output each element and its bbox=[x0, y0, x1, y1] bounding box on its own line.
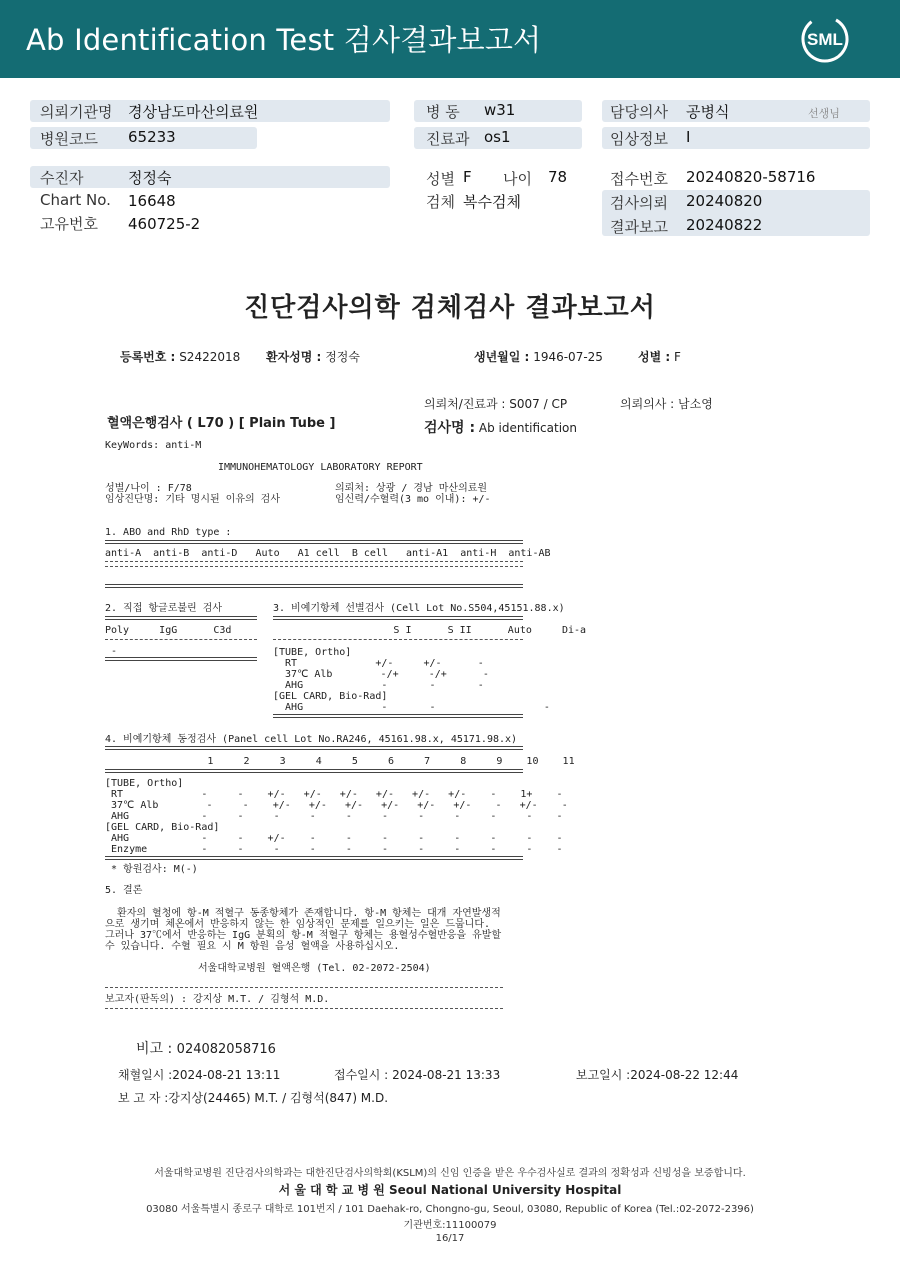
doc-sex-label: 성별 : bbox=[638, 350, 671, 364]
sex-label: 성별 bbox=[426, 170, 455, 188]
dat-rule bbox=[105, 616, 257, 620]
screen-title: 3. 비예기항체 선별검사 (Cell Lot No.S504,45151.88.x) bbox=[273, 603, 565, 614]
report-time-label: 보고일시 : bbox=[576, 1068, 631, 1082]
ward-value: w31 bbox=[484, 101, 516, 119]
conclusion-line: 그러나 37℃에서 반응하는 IgG 분획의 항-M 적혈구 항체는 용혈성수혈반응을 유발할 bbox=[105, 930, 502, 941]
chart-value: 16648 bbox=[128, 192, 176, 210]
dob-field bbox=[474, 348, 603, 365]
conclusion-line: 수 있습니다. 수혈 필요 시 M 항원 음성 혈액을 사용하십시오. bbox=[105, 941, 400, 952]
screen-header: S I S II Auto Di-a bbox=[273, 625, 587, 636]
section-title: 혈액은행검사 ( L70 ) [ Plain Tube ] bbox=[107, 416, 336, 431]
abo-title: 1. ABO and RhD type : bbox=[105, 527, 232, 538]
specimen-value: 복수검체 bbox=[463, 193, 521, 211]
collect-value: 2024-08-21 13:11 bbox=[172, 1068, 281, 1082]
chart-label: Chart No. bbox=[40, 191, 111, 209]
sml-logo-icon bbox=[800, 14, 850, 64]
panel-row: RT - - +/- +/- +/- +/- +/- +/- - 1+ - bbox=[105, 789, 563, 800]
abo-rule bbox=[105, 540, 523, 544]
screen-row: 37℃ Alb -/+ -/+ - bbox=[273, 669, 489, 680]
reporter2-value: 강지상(24465) M.T. / 김형석(847) M.D. bbox=[168, 1091, 389, 1105]
screen-rule bbox=[273, 616, 523, 620]
report-time-field bbox=[576, 1066, 738, 1083]
panel-row: AHG - - +/- - - - - - - - - bbox=[105, 833, 563, 844]
lab-report-title: IMMUNOHEMATOLOGY LABORATORY REPORT bbox=[218, 462, 423, 473]
abo-rule-4 bbox=[105, 584, 523, 588]
doctor-line: 의뢰의사 : 남소영 bbox=[620, 397, 713, 411]
panel-row: [GEL CARD, Bio-Rad] bbox=[105, 822, 220, 833]
antigen-line: * 항원검사: M(-) bbox=[105, 864, 198, 875]
sexage-line: 성별/나이 : F/78 bbox=[105, 483, 192, 494]
patient-value: 정정숙 bbox=[128, 169, 172, 187]
panel-row: Enzyme - - - - - - - - - - - bbox=[105, 844, 563, 855]
test-value: Ab identification bbox=[478, 421, 577, 435]
uid-value: 460725-2 bbox=[128, 215, 201, 233]
panel-row: 37℃ Alb - - +/- +/- +/- +/- +/- +/- - +/- - bbox=[105, 800, 568, 811]
reg-label: 등록번호 : bbox=[120, 350, 176, 364]
report-label: 결과보고 bbox=[610, 218, 668, 236]
abo-rule-3 bbox=[105, 566, 523, 567]
collect-label: 채혈일시 : bbox=[118, 1068, 173, 1082]
screen-row: AHG - - - bbox=[273, 680, 484, 691]
panel-title: 4. 비예기항체 동정검사 (Panel cell Lot No.RA246, 45161.98.x, 45171.98.x) bbox=[105, 734, 518, 745]
pregnancy-line: 임신력/수혈력(3 mo 이내): +/- bbox=[335, 494, 491, 505]
hospital-address: 03080 서울특별시 종로구 대학로 101번지 / 101 Daehak-ro, Chongno-gu, Seoul, 03080, Republic of Korea (Tel.:02-2072-2396) bbox=[146, 1204, 754, 1215]
receipt-label: 접수번호 bbox=[610, 170, 668, 188]
document-title: 진단검사의학 검체검사 결과보고서 bbox=[244, 293, 656, 323]
dob-value: 1946-07-25 bbox=[533, 350, 603, 364]
doctor-value: 공병식 bbox=[686, 103, 730, 121]
panel-rule-2 bbox=[105, 769, 523, 773]
cert-line: 서울대학교병원 진단검사의학과는 대한진단검사의학회(KSLM)의 신임 인증을 받은 우수검사실로 결과의 정확성과 신빙성을 보증합니다. bbox=[154, 1168, 746, 1179]
reporter-rule-2 bbox=[105, 1008, 503, 1009]
dat-value: - bbox=[105, 646, 118, 657]
code-value: 65233 bbox=[128, 128, 176, 146]
receive-field bbox=[334, 1066, 500, 1083]
doctor-label: 담당의사 bbox=[610, 103, 668, 121]
receive-label: 접수일시 : bbox=[334, 1068, 389, 1082]
abo-header: anti-A anti-B anti-D Auto A1 cell B cell anti-A1 anti-H anti-AB bbox=[105, 548, 551, 559]
screen-rule-2 bbox=[273, 639, 523, 640]
name-value: 정정숙 bbox=[325, 350, 360, 364]
conclusion-line: 환자의 혈청에 항-M 적혈구 동종항체가 존재합니다. 항-M 항체는 대개 자연발생적 bbox=[105, 908, 501, 919]
panel-header: 1 2 3 4 5 6 7 8 9 10 11 bbox=[105, 756, 575, 767]
dept-line: 의뢰처/진료과 : S007 / CP bbox=[424, 397, 568, 411]
receipt-value: 20240820-58716 bbox=[686, 168, 816, 186]
remark-value: 024082058716 bbox=[176, 1042, 276, 1057]
screen-row: AHG - - - bbox=[273, 702, 550, 713]
sex-value: F bbox=[463, 168, 472, 186]
screen-rule-3 bbox=[273, 714, 523, 718]
doc-sex-value: F bbox=[674, 350, 681, 364]
dob-label: 생년월일 : bbox=[474, 350, 530, 364]
clinical-label: 임상정보 bbox=[610, 130, 668, 148]
conclusion-title: 5. 결론 bbox=[105, 885, 143, 896]
abo-rule-2 bbox=[105, 561, 523, 562]
header-bar bbox=[0, 0, 900, 78]
keywords: KeyWords: anti-M bbox=[105, 440, 202, 451]
age-label: 나이 bbox=[503, 170, 532, 188]
dept-value: os1 bbox=[484, 128, 511, 146]
receive-value: 2024-08-21 13:33 bbox=[392, 1068, 501, 1082]
name-label: 환자성명 : bbox=[266, 350, 322, 364]
logo-text: SML bbox=[807, 30, 843, 49]
dat-title: 2. 직접 항글로불린 검사 bbox=[105, 603, 223, 614]
remark-label: 비고 : bbox=[136, 1041, 173, 1057]
diagnosis-line: 임상진단명: 기타 명시된 이유의 검사 bbox=[105, 494, 281, 505]
test-label: 검사명 : bbox=[424, 420, 476, 436]
collect-field bbox=[118, 1066, 280, 1083]
doctor-suffix: 선생님 bbox=[808, 107, 840, 120]
remark-field bbox=[136, 1038, 276, 1058]
reporter2-label: 보 고 자 : bbox=[118, 1091, 169, 1105]
specimen-label: 검체 bbox=[426, 193, 455, 211]
age-value: 78 bbox=[548, 168, 568, 186]
dat-header: Poly IgG C3d bbox=[105, 625, 232, 636]
uid-label: 고유번호 bbox=[40, 215, 98, 233]
reporter-rule bbox=[105, 987, 503, 988]
reporter-line: 보고자(판독의) : 강지상 M.T. / 김형석 M.D. bbox=[105, 994, 330, 1005]
reg-value: S2422018 bbox=[179, 350, 241, 364]
patient-shade bbox=[30, 166, 390, 188]
referral-line: 의뢰처: 상광 / 경남 마산의료원 bbox=[335, 483, 488, 494]
reg-field bbox=[120, 348, 240, 365]
doc-sex-field bbox=[638, 348, 681, 365]
test-name bbox=[424, 417, 577, 437]
report-title: Ab Identification Test 검사결과보고서 bbox=[26, 23, 542, 57]
hospital-name: 서 울 대 학 교 병 원 Seoul National University Hospital bbox=[278, 1183, 622, 1197]
dat-rule-3 bbox=[105, 657, 257, 661]
ward-label: 병 동 bbox=[426, 103, 460, 121]
screen-row: RT +/- +/- - bbox=[273, 658, 484, 669]
report-value: 20240822 bbox=[686, 216, 763, 234]
request-label: 검사의뢰 bbox=[610, 194, 668, 212]
dat-rule-2 bbox=[105, 639, 257, 640]
bloodbank-line: 서울대학교병원 혈액은행 (Tel. 02-2072-2504) bbox=[198, 963, 431, 974]
clinical-value: I bbox=[686, 128, 691, 146]
reporter2-field bbox=[118, 1089, 388, 1106]
inst-label: 의뢰기관명 bbox=[40, 103, 113, 121]
screen-row: [GEL CARD, Bio-Rad] bbox=[273, 691, 388, 702]
code-label: 병원코드 bbox=[40, 130, 98, 148]
conclusion-line: 으로 생기며 체온에서 반응하지 않는 한 임상적인 문제를 일으키는 일은 드뭅니다. bbox=[105, 919, 491, 930]
panel-rule bbox=[105, 746, 523, 750]
name-field bbox=[266, 348, 360, 365]
panel-row: [TUBE, Ortho] bbox=[105, 778, 184, 789]
request-value: 20240820 bbox=[686, 192, 763, 210]
inst-value: 경상남도마산의료원 bbox=[128, 103, 259, 121]
dept-label: 진료과 bbox=[426, 130, 470, 148]
screen-row: [TUBE, Ortho] bbox=[273, 647, 352, 658]
page-number: 16/17 bbox=[435, 1233, 465, 1244]
institution-number: 기관번호:11100079 bbox=[403, 1220, 497, 1231]
patient-label: 수진자 bbox=[40, 169, 84, 187]
panel-rule-3 bbox=[105, 856, 523, 860]
panel-row: AHG - - - - - - - - - - - bbox=[105, 811, 563, 822]
report-time-value: 2024-08-22 12:44 bbox=[630, 1068, 739, 1082]
